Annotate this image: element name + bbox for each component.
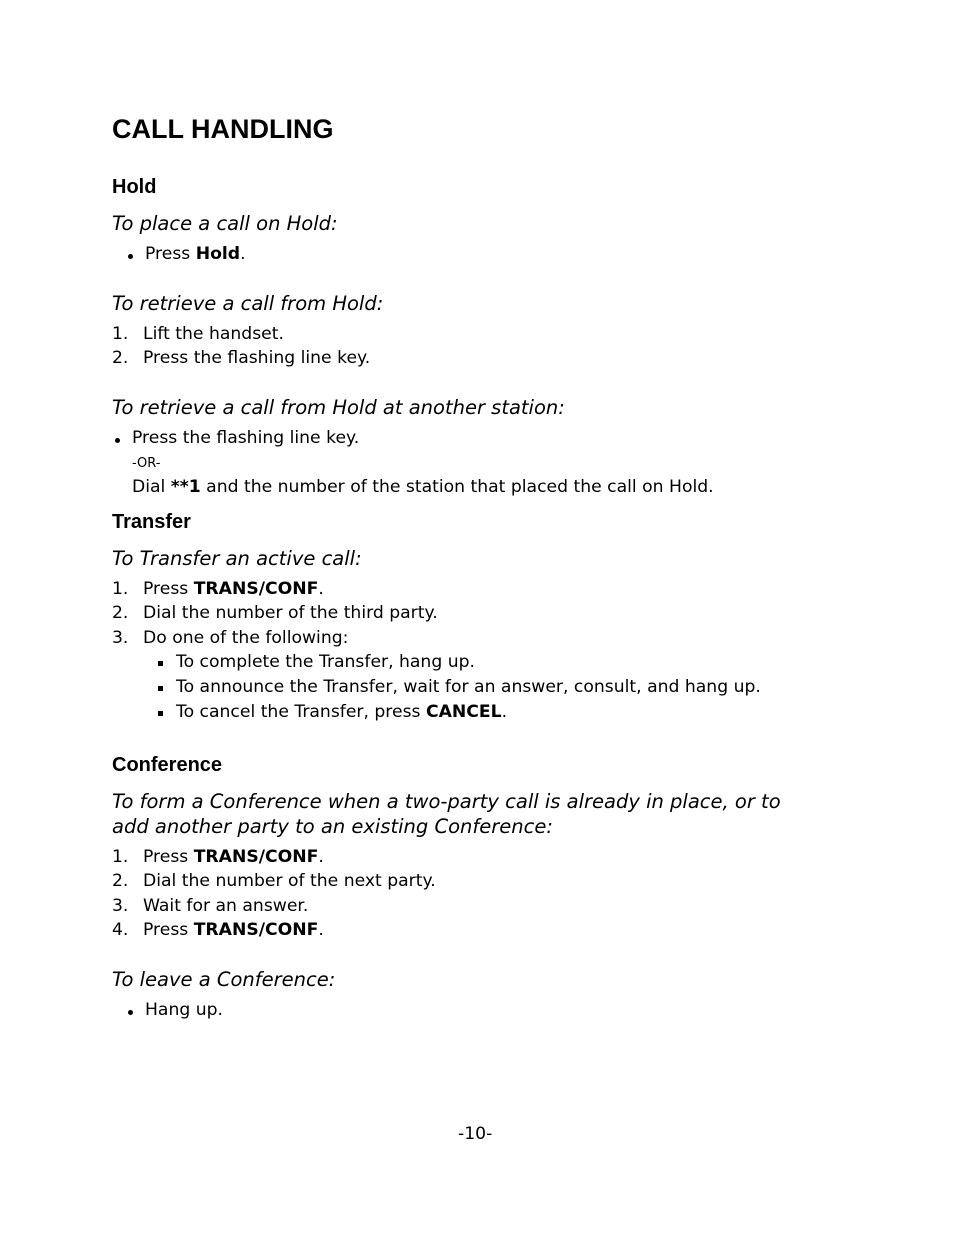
sub-list-item: To complete the Transfer, hang up. [176, 652, 475, 672]
hold-retrieve-subheading: To retrieve a call from Hold: [112, 292, 384, 315]
list-item: 3. Do one of the following: [112, 628, 349, 648]
bullet-icon [128, 1010, 133, 1015]
hold-place-step: Press Hold. [145, 244, 246, 264]
transfer-heading: Transfer [112, 511, 191, 533]
page-title: CALL HANDLING [112, 114, 334, 144]
list-item: 2. Dial the number of the third party. [112, 603, 438, 623]
conference-heading: Conference [112, 754, 223, 776]
hold-other-station-subheading: To retrieve a call from Hold at another station: [112, 396, 565, 419]
list-item: 1. Lift the handset. [112, 324, 284, 344]
list-item: Hang up. [145, 1000, 223, 1020]
list-item: 4. Press TRANS/CONF. [112, 920, 324, 940]
list-item-continuation: Dial **1 and the number of the station that placed the call on Hold. [132, 477, 714, 497]
square-bullet-icon [158, 686, 163, 691]
list-item: 2. Press the flashing line key. [112, 348, 371, 368]
hold-heading: Hold [112, 176, 157, 198]
sub-list-item: To cancel the Transfer, press CANCEL. [176, 702, 508, 722]
sub-list-item: To announce the Transfer, wait for an answer, consult, and hang up. [176, 677, 761, 697]
list-item: 2. Dial the number of the next party. [112, 871, 436, 891]
conference-leave-subheading: To leave a Conference: [112, 968, 336, 991]
list-item: 1. Press TRANS/CONF. [112, 579, 324, 599]
bullet-icon [115, 438, 120, 443]
conference-subheading-line2: add another party to an existing Conference: [112, 815, 553, 838]
list-item: Press the flashing line key. [132, 428, 360, 448]
square-bullet-icon [158, 661, 163, 666]
hold-place-subheading: To place a call on Hold: [112, 212, 338, 235]
conference-subheading-line1: To form a Conference when a two-party call is already in place, or to [112, 790, 781, 813]
transfer-subheading: To Transfer an active call: [112, 547, 362, 570]
page-number: -10- [458, 1124, 493, 1144]
square-bullet-icon [158, 711, 163, 716]
list-item: 1. Press TRANS/CONF. [112, 847, 324, 867]
bullet-icon [128, 254, 133, 259]
list-item: 3. Wait for an answer. [112, 896, 309, 916]
or-separator: -OR- [132, 456, 161, 471]
